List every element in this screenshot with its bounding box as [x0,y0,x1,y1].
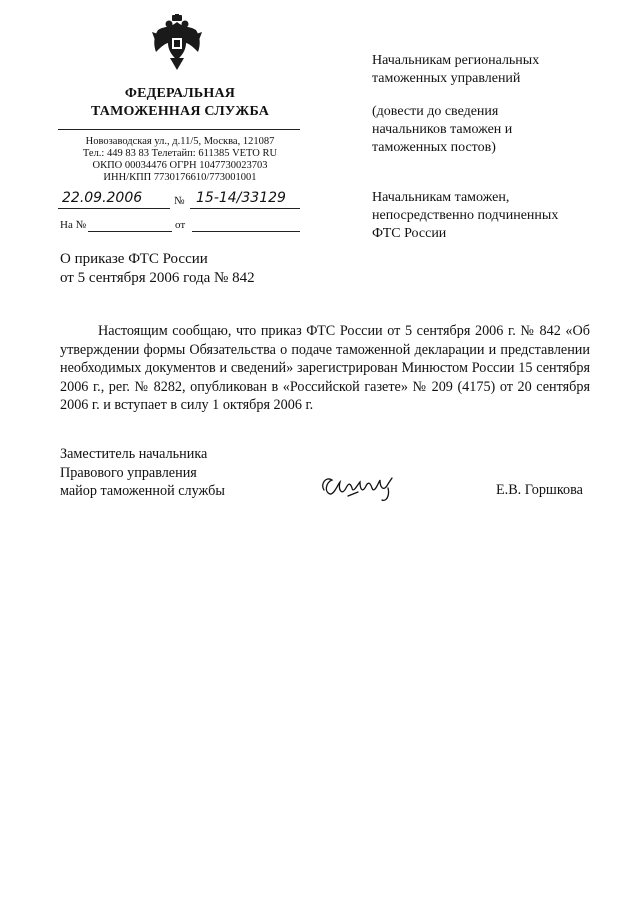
recipient-note [372,103,612,157]
ref-number-field [88,231,172,232]
number-handwritten: 15-14/33129 [196,190,286,206]
recipient-group-1 [372,52,612,88]
body-paragraph: Настоящим сообщаю, что приказ ФТС России от 5 сентября 2006 г. № 842 «Об утверждении формы Обязательства о подаче таможенной декларации и представлении необходимых документов и сведений» зарегистрирован Минюстом России 15 сентября 2006 г., рег. № 8282, опубликован в «Российской газете» № 209 (4175) от 20 сентября 2006 г. и вступает в силу 1 октября 2006 г. [60,323,590,413]
recipient-line: начальников таможен и [372,122,513,137]
number-label: № [174,195,185,207]
inn-line: ИНН/КПП 7730176610/773001001 [103,172,257,183]
org-name-line1: ФЕДЕРАЛЬНАЯ [124,86,236,101]
date-underline [58,208,170,209]
recipient-line: ФТС России [372,226,447,241]
number-underline [190,208,300,209]
signatory-position [60,445,225,501]
recipient-line: таможенных управлений [372,71,521,86]
header-divider [58,129,300,130]
okpo-line: ОКПО 00034476 ОГРН 1047730023703 [92,160,268,171]
position-line: майор таможенной службы [60,483,225,499]
recipient-line: непосредственно подчиненных [372,208,559,223]
recipient-line: Начальникам таможен, [372,190,510,205]
handwritten-signature-icon [318,470,408,504]
coat-of-arms-icon [150,14,204,72]
recipient-line: таможенных постов) [372,140,496,155]
date-handwritten: 22.09.2006 [62,190,143,206]
recipient-line: Начальникам региональных [372,53,540,68]
letter-body [60,322,590,415]
signatory-name: Е.В. Горшкова [496,482,583,498]
subject-line: от 5 сентября 2006 года № 842 [60,270,255,286]
position-line: Правового управления [60,464,197,481]
ref-label: На № [60,219,87,231]
org-name-line2: ТАМОЖЕННАЯ СЛУЖБА [90,104,270,119]
phone-line: Тел.: 449 83 83 Телетайп: 611385 VETO RU [82,148,278,159]
subject [60,250,255,288]
recipient-line: (довести до сведения [372,104,499,119]
ref-date-field [192,231,300,232]
position-line: Заместитель начальника [60,446,208,462]
recipient-group-2 [372,189,612,243]
address-line: Новозаводская ул., д.11/5, Москва, 121087 [85,136,275,147]
ref-from-label: от [175,219,186,231]
subject-line: О приказе ФТС России [60,251,208,267]
